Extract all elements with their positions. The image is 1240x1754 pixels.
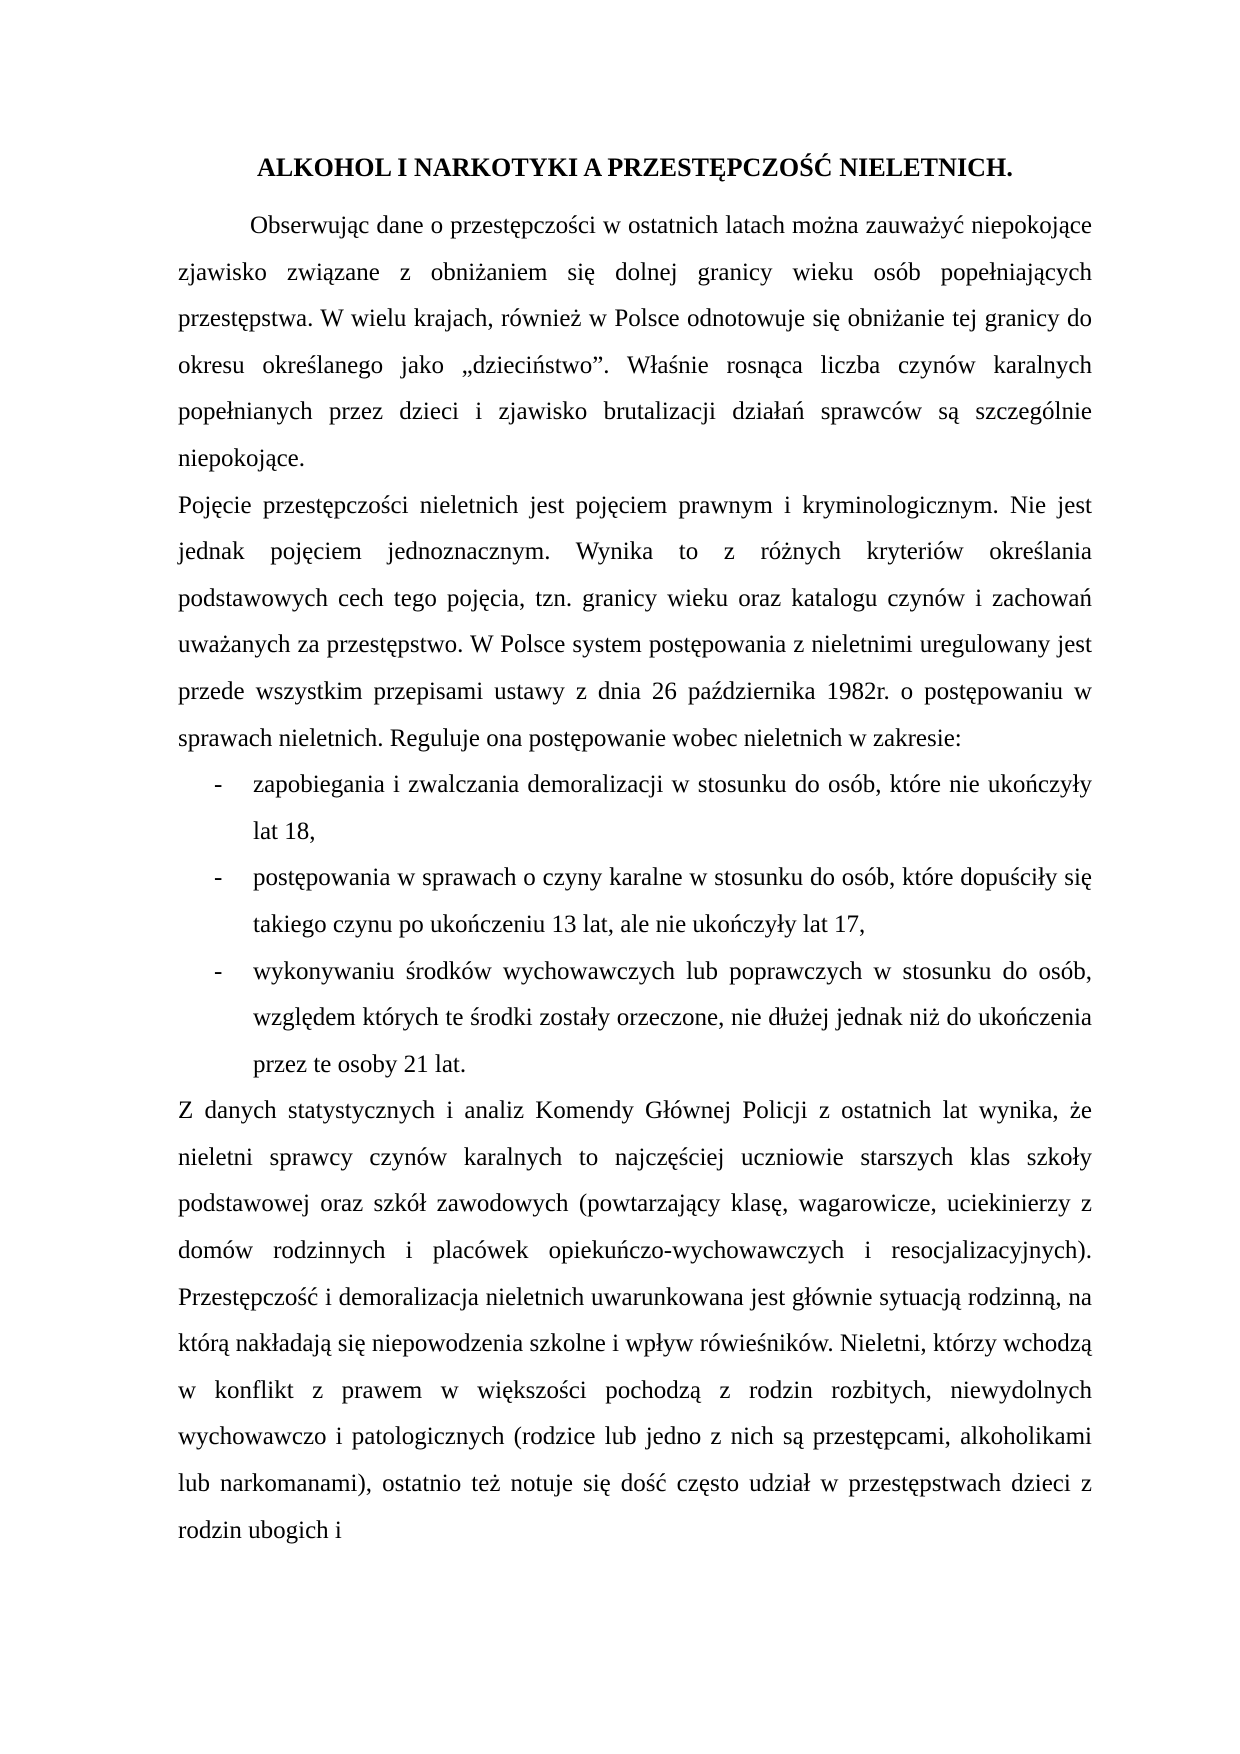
list-item-text: zapobiegania i zwalczania demoralizacji w stosunku do osób, które nie ukończyły lat 18,	[253, 771, 1092, 845]
list-dash-marker: -	[214, 864, 223, 892]
list-item-text: postępowania w sprawach o czyny karalne w stosunku do osób, które dopuściły się takiego czynu po ukończeniu 13 lat, ale nie ukończyły lat 17,	[253, 864, 1092, 938]
document-title: ALKOHOL I NARKOTYKI A PRZESTĘPCZOŚĆ NIELETNICH.	[257, 153, 1013, 182]
document-page	[178, 145, 1092, 1554]
list-dash-marker: -	[214, 957, 223, 985]
list-dash-marker: -	[214, 771, 223, 799]
list-item	[178, 855, 1092, 948]
scope-list	[178, 762, 1092, 1088]
paragraph-statistics: Z danych statystycznych i analiz Komendy Głównej Policji z ostatnich lat wynika, że nieletni sprawcy czynów karalnych to najczęściej uczniowie starszych klas szkoły podstawowej oraz szkół zawodowych (powtarzający klasę, wagarowicze, uciekinierzy z domów rodzinnych i placówek opiekuńczo-wychowawczych i resocjalizacyjnych). Przestępczość i demoralizacja nieletnich uwarunkowana jest głównie sytuacją rodzinną, na którą nakładają się niepowodzenia szkolne i wpływ rówieśników. Nieletni, którzy wchodzą w konflikt z prawem w większości pochodzą z rodzin rozbitych, niewydolnych wychowawczo i patologicznych (rodzice lub jedno z nich są przestępcami, alkoholikami lub narkomanami), ostatnio też notuje się dość często udział w przestępstwach dzieci z rodzin ubogich i	[178, 1097, 1092, 1544]
paragraph-definition: Pojęcie przestępczości nieletnich jest pojęciem prawnym i kryminologicznym. Nie jest jednak pojęciem jednoznacznym. Wynika to z różnych kryteriów określania podstawowych cech tego pojęcia, tzn. granicy wieku oraz katalogu czynów i zachowań uważanych za przestępstwo. W Polsce system postępowania z nieletnimi uregulowany jest przede wszystkim przepisami ustawy z dnia 26 października 1982r. o postępowaniu w sprawach nieletnich. Reguluje ona postępowanie wobec nieletnich w zakresie:	[178, 491, 1092, 752]
list-item-text: wykonywaniu środków wychowawczych lub poprawczych w stosunku do osób, względem których te środki zostały orzeczone, nie dłużej jednak niż do ukończenia przez te osoby 21 lat.	[253, 957, 1092, 1078]
paragraph-intro: Obserwując dane o przestępczości w ostatnich latach można zauważyć niepokojące zjawisko związane z obniżaniem się dolnej granicy wieku osób popełniających przestępstwa. W wielu krajach, również w Polsce odnotowuje się obniżanie tej granicy do okresu określanego jako „dzieciństwo”. Właśnie rosnąca liczba czynów karalnych popełnianych przez dzieci i zjawisko brutalizacji działań sprawców są szczególnie niepokojące.	[178, 212, 1092, 472]
list-item	[178, 762, 1092, 855]
list-item	[178, 949, 1092, 1089]
